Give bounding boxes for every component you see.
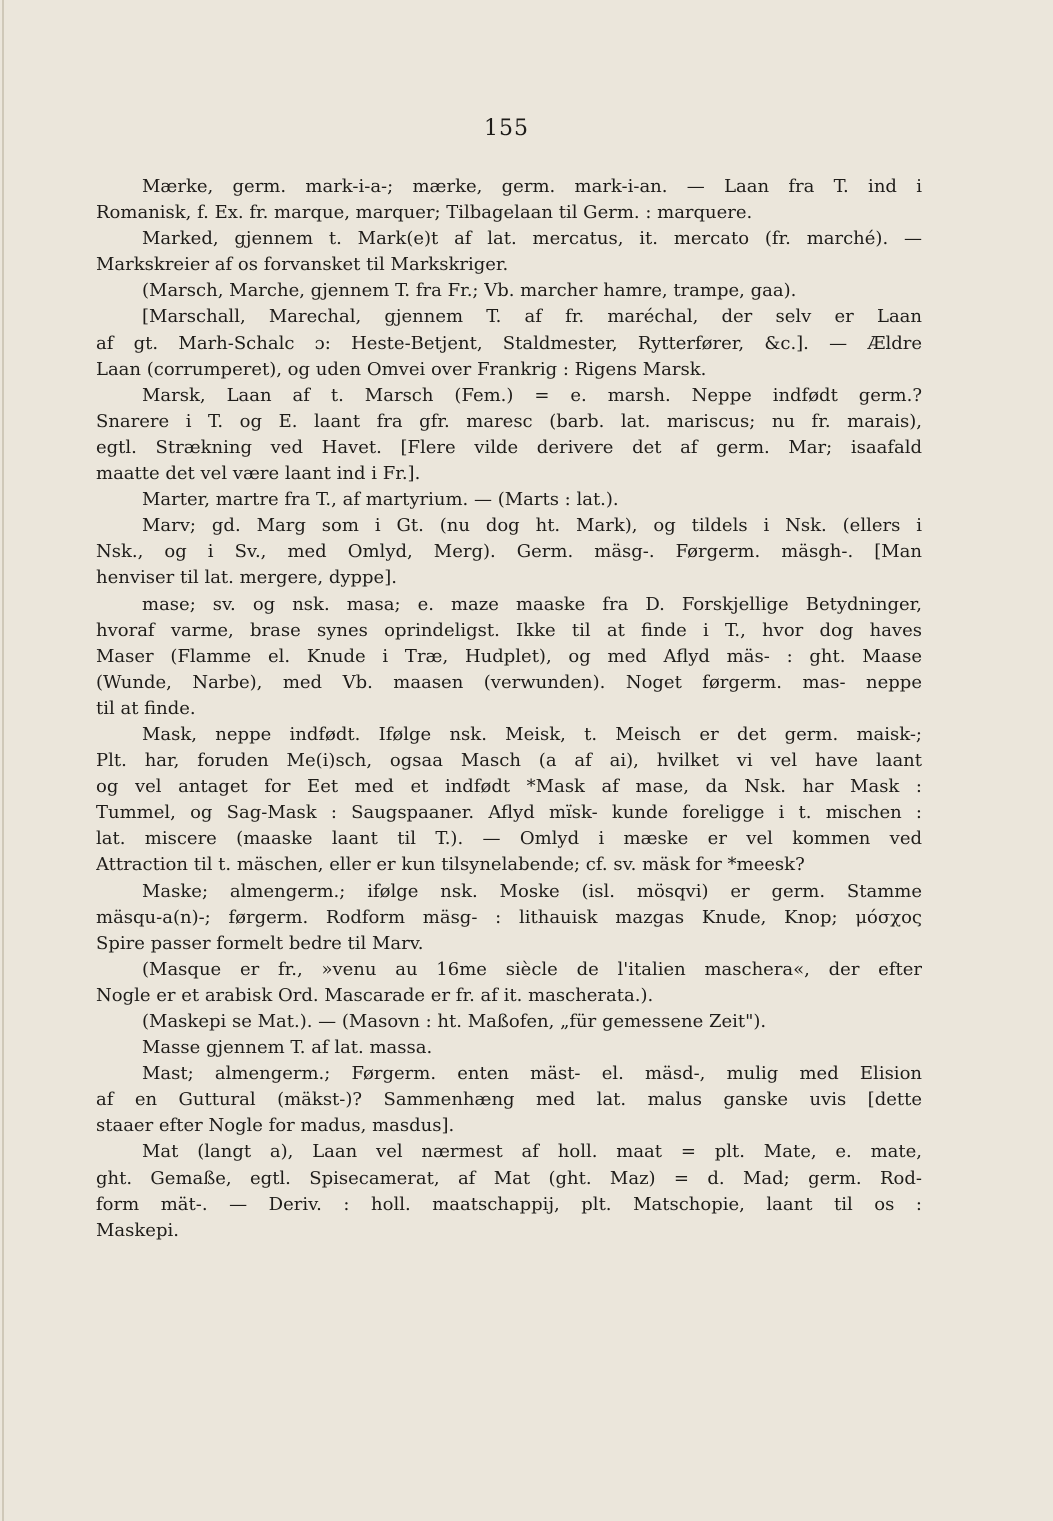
page-edge-line (2, 0, 4, 1521)
text-line: hvoraf varme, brase synes oprindeligst. Ikke til at finde i T., hvor dog haves (96, 619, 922, 641)
text-line: [Marschall, Marechal, gjennem T. af fr. maréchal, der selv er Laan (142, 306, 922, 328)
text-line: Marter, martre fra T., af martyrium. — (Marts : lat.). (142, 489, 619, 511)
text-line: Nsk., og i Sv., med Omlyd, Merg). Germ. mäsg-. Førgerm. mäsgh-. [Man (96, 541, 922, 563)
text-line: og vel antaget for Eet med et indfødt *Mask af mase, da Nsk. har Mask : (96, 776, 922, 798)
text-line: mase; sv. og nsk. masa; e. maze maaske fra D. Forskjellige Betydninger, (142, 593, 922, 615)
page-number: 155 (484, 116, 529, 141)
text-line: Romanisk, f. Ex. fr. marque, marquer; Tilbagelaan til Germ. : marquere. (96, 202, 753, 224)
text-line: henviser til lat. mergere, dyppe]. (96, 567, 397, 589)
text-line: Mærke, germ. mark-i-a-; mærke, germ. mark-i-an. — Laan fra T. ind i (142, 176, 922, 197)
text-line: af en Guttural (mäkst-)? Sammenhæng med lat. malus ganske uvis [dette (96, 1089, 922, 1111)
text-line: af gt. Marh-Schalc ɔ: Heste-Betjent, Staldmester, Rytterfører, &c.]. — Ældre (96, 332, 922, 354)
text-line: Attraction til t. mäschen, eller er kun tilsynelabende; cf. sv. mäsk for *meesk? (96, 854, 805, 876)
text-line: (Wunde, Narbe), med Vb. maasen (verwunden). Noget førgerm. mas- neppe (96, 671, 922, 693)
text-line: egtl. Strækning ved Havet. [Flere vilde derivere det af germ. Mar; isaafald (96, 436, 922, 458)
text-line: maatte det vel være laant ind i Fr.]. (96, 463, 421, 485)
text-line: Nogle er et arabisk Ord. Mascarade er fr. af it. mascherata.). (96, 984, 654, 1006)
text-line: Masse gjennem T. af lat. massa. (142, 1037, 433, 1059)
text-line: Maske; almengerm.; ifølge nsk. Moske (isl. mösqvi) er germ. Stamme (142, 880, 922, 902)
text-line: ght. Gemaße, egtl. Spisecamerat, af Mat (ght. Maz) = d. Mad; germ. Rod- (96, 1167, 922, 1189)
text-line: Mast; almengerm.; Førgerm. enten mäst- el. mäsd-, mulig med Elision (142, 1063, 922, 1085)
text-line: Mat (langt a), Laan vel nærmest af holl. maat = plt. Mate, e. mate, (142, 1141, 922, 1163)
text-line: Snarere i T. og E. laant fra gfr. maresc (barb. lat. mariscus; nu fr. marais), (96, 410, 922, 432)
text-line: Maser (Flamme el. Knude i Træ, Hudplet), og med Aflyd mäs- : ght. Maase (96, 645, 922, 667)
text-line: Marv; gd. Marg som i Gt. (nu dog ht. Mark), og tildels i Nsk. (ellers i (142, 515, 922, 537)
text-line: Markskreier af os forvansket til Markskriger. (96, 254, 509, 276)
text-line: Marsk, Laan af t. Marsch (Fem.) = e. marsh. Neppe indfødt germ.? (142, 384, 922, 406)
text-line: Tummel, og Sag-Mask : Saugspaaner. Aflyd mïsk- kunde foreligge i t. mischen : (96, 802, 922, 824)
text-line: Marked, gjennem t. Mark(e)t af lat. mercatus, it. mercato (fr. marché). — (142, 228, 922, 250)
text-line: Maskepi. (96, 1219, 179, 1241)
text-line: Laan (corrumperet), og uden Omvei over Frankrig : Rigens Marsk. (96, 358, 707, 380)
text-line: Spire passer formelt bedre til Marv. (96, 932, 424, 954)
text-line: mäsqu-a(n)-; førgerm. Rodform mäsg- : lithauisk mazgas Knude, Knop; μόσχος (96, 906, 922, 928)
dictionary-text (96, 174, 922, 1244)
text-line: form mät-. — Deriv. : holl. maatschappij, plt. Matschopie, laant til os : (96, 1193, 922, 1215)
text-line: lat. miscere (maaske laant til T.). — Omlyd i mæske er vel kommen ved (96, 828, 922, 850)
text-line: Plt. har, foruden Me(i)sch, ogsaa Masch (a af ai), hvilket vi vel have laant (96, 750, 922, 772)
text-line: (Marsch, Marche, gjennem T. fra Fr.; Vb. marcher hamre, trampe, gaa). (142, 280, 797, 302)
text-line: (Maskepi se Mat.). — (Masovn : ht. Maßofen, „für gemessene Zeit"). (142, 1011, 767, 1032)
text-line: (Masque er fr., »venu au 16me siècle de l'italien maschera«, der efter (142, 958, 922, 980)
text-line: Mask, neppe indfødt. Ifølge nsk. Meisk, t. Meisch er det germ. maisk-; (142, 723, 922, 745)
text-line: staaer efter Nogle for madus, masdus]. (96, 1115, 455, 1137)
text-line: til at finde. (96, 697, 196, 719)
